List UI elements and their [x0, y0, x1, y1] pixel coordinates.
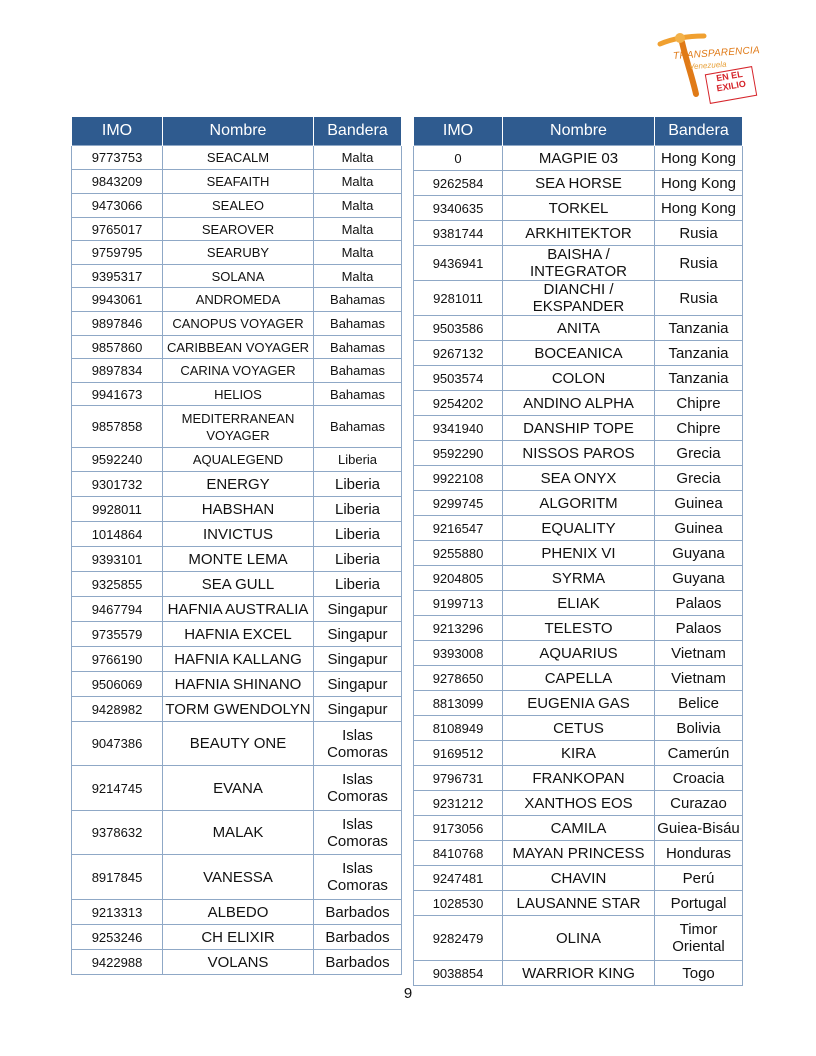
nombre-cell: AQUALEGEND — [163, 448, 314, 472]
imo-cell: 9759795 — [72, 241, 163, 265]
column-header-imo: IMO — [72, 117, 163, 146]
nombre-cell: ANDINO ALPHA — [503, 391, 655, 416]
nombre-cell: CH ELIXIR — [163, 925, 314, 950]
table-row — [414, 641, 743, 666]
nombre-cell: EVANA — [163, 766, 314, 811]
table-row — [414, 866, 743, 891]
bandera-cell: Barbados — [314, 925, 402, 950]
table-row — [72, 312, 402, 336]
imo-cell: 9592240 — [72, 448, 163, 472]
bandera-cell: Malta — [314, 194, 402, 218]
bandera-cell: Liberia — [314, 472, 402, 497]
nombre-cell: SEACALM — [163, 146, 314, 170]
nombre-cell: MEDITERRANEAN VOYAGER — [163, 406, 314, 448]
table-row — [72, 336, 402, 359]
nombre-cell: SEALEO — [163, 194, 314, 218]
imo-cell: 9943061 — [72, 288, 163, 312]
table-row — [72, 241, 402, 265]
imo-cell: 9216547 — [414, 516, 503, 541]
imo-cell: 9395317 — [72, 265, 163, 288]
table-row — [72, 547, 402, 572]
imo-cell: 9267132 — [414, 341, 503, 366]
imo-cell: 9231212 — [414, 791, 503, 816]
bandera-cell: Guyana — [655, 566, 743, 591]
table-row — [72, 194, 402, 218]
nombre-cell: SEA ONYX — [503, 466, 655, 491]
bandera-cell: Bahamas — [314, 312, 402, 336]
imo-cell: 9941673 — [72, 383, 163, 406]
bandera-cell: Bahamas — [314, 383, 402, 406]
imo-cell: 9247481 — [414, 866, 503, 891]
imo-cell: 9282479 — [414, 916, 503, 961]
table-row — [414, 466, 743, 491]
table-header-row — [414, 117, 743, 146]
table-row — [72, 359, 402, 383]
nombre-cell: HELIOS — [163, 383, 314, 406]
table-row — [414, 146, 743, 171]
column-header-nombre: Nombre — [503, 117, 655, 146]
imo-cell: 9262584 — [414, 171, 503, 196]
table-row — [414, 616, 743, 641]
imo-cell: 9378632 — [72, 811, 163, 855]
table-row — [414, 916, 743, 961]
imo-cell: 9381744 — [414, 221, 503, 246]
table-row — [72, 522, 402, 547]
imo-cell: 9843209 — [72, 170, 163, 194]
nombre-cell: BEAUTY ONE — [163, 722, 314, 766]
bandera-cell: Singapur — [314, 597, 402, 622]
nombre-cell: ARKHITEKTOR — [503, 221, 655, 246]
bandera-cell: Timor Oriental — [655, 916, 743, 961]
nombre-cell: INVICTUS — [163, 522, 314, 547]
nombre-cell: CHAVIN — [503, 866, 655, 891]
bandera-cell: Bahamas — [314, 288, 402, 312]
nombre-cell: CETUS — [503, 716, 655, 741]
imo-cell: 9281011 — [414, 281, 503, 316]
nombre-cell: ENERGY — [163, 472, 314, 497]
table-row — [414, 171, 743, 196]
bandera-cell: Camerún — [655, 741, 743, 766]
imo-cell: 9393008 — [414, 641, 503, 666]
bandera-cell: Liberia — [314, 522, 402, 547]
table-row — [72, 855, 402, 900]
imo-cell: 9341940 — [414, 416, 503, 441]
bandera-cell: Barbados — [314, 900, 402, 925]
table-row — [72, 722, 402, 766]
imo-cell: 9254202 — [414, 391, 503, 416]
table-row — [72, 950, 402, 975]
bandera-cell: Bahamas — [314, 406, 402, 448]
imo-cell: 9928011 — [72, 497, 163, 522]
nombre-cell: TORM GWENDOLYN — [163, 697, 314, 722]
nombre-cell: HAFNIA KALLANG — [163, 647, 314, 672]
table-row — [414, 221, 743, 246]
table-row — [72, 572, 402, 597]
bandera-cell: Rusia — [655, 221, 743, 246]
bandera-cell: Grecia — [655, 466, 743, 491]
table-row — [72, 697, 402, 722]
bandera-cell: Tanzania — [655, 341, 743, 366]
imo-cell: 9301732 — [72, 472, 163, 497]
imo-cell: 9773753 — [72, 146, 163, 170]
nombre-cell: VOLANS — [163, 950, 314, 975]
bandera-cell: Hong Kong — [655, 171, 743, 196]
nombre-cell: PHENIX VI — [503, 541, 655, 566]
table-row — [414, 666, 743, 691]
bandera-cell: Malta — [314, 170, 402, 194]
imo-cell: 9503586 — [414, 316, 503, 341]
nombre-cell: DIANCHI / EKSPANDER — [503, 281, 655, 316]
bandera-cell: Islas Comoras — [314, 722, 402, 766]
bandera-cell: Guinea — [655, 516, 743, 541]
bandera-cell: Islas Comoras — [314, 766, 402, 811]
column-header-bandera: Bandera — [655, 117, 743, 146]
nombre-cell: HAFNIA SHINANO — [163, 672, 314, 697]
table-row — [72, 288, 402, 312]
table-row — [414, 391, 743, 416]
bandera-cell: Croacia — [655, 766, 743, 791]
nombre-cell: CARINA VOYAGER — [163, 359, 314, 383]
imo-cell: 9592290 — [414, 441, 503, 466]
bandera-cell: Barbados — [314, 950, 402, 975]
table-row — [414, 341, 743, 366]
nombre-cell: SYRMA — [503, 566, 655, 591]
bandera-cell: Singapur — [314, 672, 402, 697]
imo-cell: 8108949 — [414, 716, 503, 741]
imo-cell: 9467794 — [72, 597, 163, 622]
nombre-cell: CAMILA — [503, 816, 655, 841]
imo-cell: 9047386 — [72, 722, 163, 766]
table-row — [72, 766, 402, 811]
bandera-cell: Singapur — [314, 622, 402, 647]
bandera-cell: Liberia — [314, 547, 402, 572]
nombre-cell: NISSOS PAROS — [503, 441, 655, 466]
imo-cell: 9393101 — [72, 547, 163, 572]
table-row — [414, 366, 743, 391]
bandera-cell: Perú — [655, 866, 743, 891]
nombre-cell: HAFNIA AUSTRALIA — [163, 597, 314, 622]
logo-subtitle: Venezuela — [688, 59, 727, 72]
bandera-cell: Palaos — [655, 616, 743, 641]
imo-cell: 9255880 — [414, 541, 503, 566]
table-row — [414, 246, 743, 281]
imo-cell: 9173056 — [414, 816, 503, 841]
bandera-cell: Palaos — [655, 591, 743, 616]
imo-cell: 0 — [414, 146, 503, 171]
imo-cell: 9506069 — [72, 672, 163, 697]
table-row — [72, 170, 402, 194]
table-row — [414, 741, 743, 766]
table-row — [72, 672, 402, 697]
imo-cell: 9735579 — [72, 622, 163, 647]
imo-cell: 9897846 — [72, 312, 163, 336]
table-row — [72, 597, 402, 622]
bandera-cell: Rusia — [655, 246, 743, 281]
nombre-cell: VANESSA — [163, 855, 314, 900]
bandera-cell: Hong Kong — [655, 146, 743, 171]
table-row — [72, 647, 402, 672]
nombre-cell: MONTE LEMA — [163, 547, 314, 572]
table-row — [414, 816, 743, 841]
imo-cell: 9204805 — [414, 566, 503, 591]
imo-cell: 9422988 — [72, 950, 163, 975]
imo-cell: 9038854 — [414, 961, 503, 986]
bandera-cell: Guinea — [655, 491, 743, 516]
nombre-cell: OLINA — [503, 916, 655, 961]
nombre-cell: SEA GULL — [163, 572, 314, 597]
imo-cell: 9340635 — [414, 196, 503, 221]
table-row — [414, 196, 743, 221]
nombre-cell: DANSHIP TOPE — [503, 416, 655, 441]
bandera-cell: Bahamas — [314, 359, 402, 383]
nombre-cell: ELIAK — [503, 591, 655, 616]
bandera-cell: Bolivia — [655, 716, 743, 741]
nombre-cell: MAGPIE 03 — [503, 146, 655, 171]
nombre-cell: FRANKOPAN — [503, 766, 655, 791]
bandera-cell: Malta — [314, 146, 402, 170]
table-row — [414, 591, 743, 616]
nombre-cell: ANITA — [503, 316, 655, 341]
imo-cell: 9796731 — [414, 766, 503, 791]
bandera-cell: Islas Comoras — [314, 811, 402, 855]
nombre-cell: TORKEL — [503, 196, 655, 221]
imo-cell: 9428982 — [72, 697, 163, 722]
nombre-cell: XANTHOS EOS — [503, 791, 655, 816]
nombre-cell: CARIBBEAN VOYAGER — [163, 336, 314, 359]
nombre-cell: ALBEDO — [163, 900, 314, 925]
imo-cell: 9169512 — [414, 741, 503, 766]
table-row — [72, 448, 402, 472]
imo-cell: 9436941 — [414, 246, 503, 281]
vessels-table-right — [413, 117, 743, 986]
table-row — [414, 541, 743, 566]
nombre-cell: KIRA — [503, 741, 655, 766]
bandera-cell: Malta — [314, 241, 402, 265]
imo-cell: 9503574 — [414, 366, 503, 391]
nombre-cell: MALAK — [163, 811, 314, 855]
bandera-cell: Hong Kong — [655, 196, 743, 221]
imo-cell: 9253246 — [72, 925, 163, 950]
imo-cell: 1014864 — [72, 522, 163, 547]
table-row — [414, 961, 743, 986]
table-row — [72, 811, 402, 855]
nombre-cell: SOLANA — [163, 265, 314, 288]
nombre-cell: EQUALITY — [503, 516, 655, 541]
table-row — [72, 900, 402, 925]
bandera-cell: Islas Comoras — [314, 855, 402, 900]
table-row — [414, 791, 743, 816]
imo-cell: 9766190 — [72, 647, 163, 672]
imo-cell: 9473066 — [72, 194, 163, 218]
table-row — [72, 146, 402, 170]
table-row — [72, 383, 402, 406]
imo-cell: 8917845 — [72, 855, 163, 900]
bandera-cell: Bahamas — [314, 336, 402, 359]
nombre-cell: BAISHA / INTEGRATOR — [503, 246, 655, 281]
bandera-cell: Togo — [655, 961, 743, 986]
column-header-nombre: Nombre — [163, 117, 314, 146]
table-row — [414, 566, 743, 591]
bandera-cell: Singapur — [314, 647, 402, 672]
table-row — [72, 265, 402, 288]
bandera-cell: Tanzania — [655, 366, 743, 391]
logo-title: TRANSPARENCIA — [672, 44, 761, 63]
bandera-cell: Liberia — [314, 572, 402, 597]
nombre-cell: COLON — [503, 366, 655, 391]
imo-cell: 9897834 — [72, 359, 163, 383]
nombre-cell: LAUSANNE STAR — [503, 891, 655, 916]
imo-cell: 9213313 — [72, 900, 163, 925]
bandera-cell: Belice — [655, 691, 743, 716]
bandera-cell: Tanzania — [655, 316, 743, 341]
bandera-cell: Curazao — [655, 791, 743, 816]
imo-cell: 9922108 — [414, 466, 503, 491]
vessels-table-left — [71, 117, 402, 975]
table-row — [414, 491, 743, 516]
table-row — [414, 766, 743, 791]
nombre-cell: SEAROVER — [163, 218, 314, 241]
table-row — [414, 416, 743, 441]
imo-cell: 8410768 — [414, 841, 503, 866]
nombre-cell: TELESTO — [503, 616, 655, 641]
table-header-row — [72, 117, 402, 146]
bandera-cell: Honduras — [655, 841, 743, 866]
column-header-bandera: Bandera — [314, 117, 402, 146]
imo-cell: 8813099 — [414, 691, 503, 716]
nombre-cell: EUGENIA GAS — [503, 691, 655, 716]
table-row — [72, 622, 402, 647]
table-row — [414, 691, 743, 716]
table-row — [72, 218, 402, 241]
nombre-cell: WARRIOR KING — [503, 961, 655, 986]
bandera-cell: Chipre — [655, 391, 743, 416]
nombre-cell: CAPELLA — [503, 666, 655, 691]
table-row — [414, 891, 743, 916]
table-row — [414, 316, 743, 341]
bandera-cell: Malta — [314, 218, 402, 241]
imo-cell: 9199713 — [414, 591, 503, 616]
nombre-cell: AQUARIUS — [503, 641, 655, 666]
nombre-cell: HABSHAN — [163, 497, 314, 522]
imo-cell: 9857858 — [72, 406, 163, 448]
imo-cell: 9325855 — [72, 572, 163, 597]
table-row — [414, 516, 743, 541]
bandera-cell: Grecia — [655, 441, 743, 466]
bandera-cell: Portugal — [655, 891, 743, 916]
nombre-cell: HAFNIA EXCEL — [163, 622, 314, 647]
bandera-cell: Singapur — [314, 697, 402, 722]
nombre-cell: SEARUBY — [163, 241, 314, 265]
nombre-cell: ANDROMEDA — [163, 288, 314, 312]
column-header-imo: IMO — [414, 117, 503, 146]
nombre-cell: SEAFAITH — [163, 170, 314, 194]
bandera-cell: Liberia — [314, 448, 402, 472]
table-row — [72, 925, 402, 950]
nombre-cell: BOCEANICA — [503, 341, 655, 366]
bandera-cell: Rusia — [655, 281, 743, 316]
nombre-cell: CANOPUS VOYAGER — [163, 312, 314, 336]
bandera-cell: Chipre — [655, 416, 743, 441]
table-row — [72, 406, 402, 448]
nombre-cell: SEA HORSE — [503, 171, 655, 196]
bandera-cell: Guiea-Bisáu — [655, 816, 743, 841]
imo-cell: 9214745 — [72, 766, 163, 811]
bandera-cell: Malta — [314, 265, 402, 288]
table-row — [414, 281, 743, 316]
table-row — [414, 441, 743, 466]
imo-cell: 9278650 — [414, 666, 503, 691]
imo-cell: 9299745 — [414, 491, 503, 516]
table-row — [414, 716, 743, 741]
imo-cell: 9857860 — [72, 336, 163, 359]
nombre-cell: ALGORITM — [503, 491, 655, 516]
imo-cell: 1028530 — [414, 891, 503, 916]
exilio-stamp: EN EL EXILIO — [705, 66, 757, 104]
table-row — [414, 841, 743, 866]
bandera-cell: Vietnam — [655, 666, 743, 691]
table-row — [72, 472, 402, 497]
imo-cell: 9765017 — [72, 218, 163, 241]
table-row — [72, 497, 402, 522]
bandera-cell: Vietnam — [655, 641, 743, 666]
bandera-cell: Guyana — [655, 541, 743, 566]
bandera-cell: Liberia — [314, 497, 402, 522]
nombre-cell: MAYAN PRINCESS — [503, 841, 655, 866]
imo-cell: 9213296 — [414, 616, 503, 641]
page-number: 9 — [403, 985, 413, 1002]
